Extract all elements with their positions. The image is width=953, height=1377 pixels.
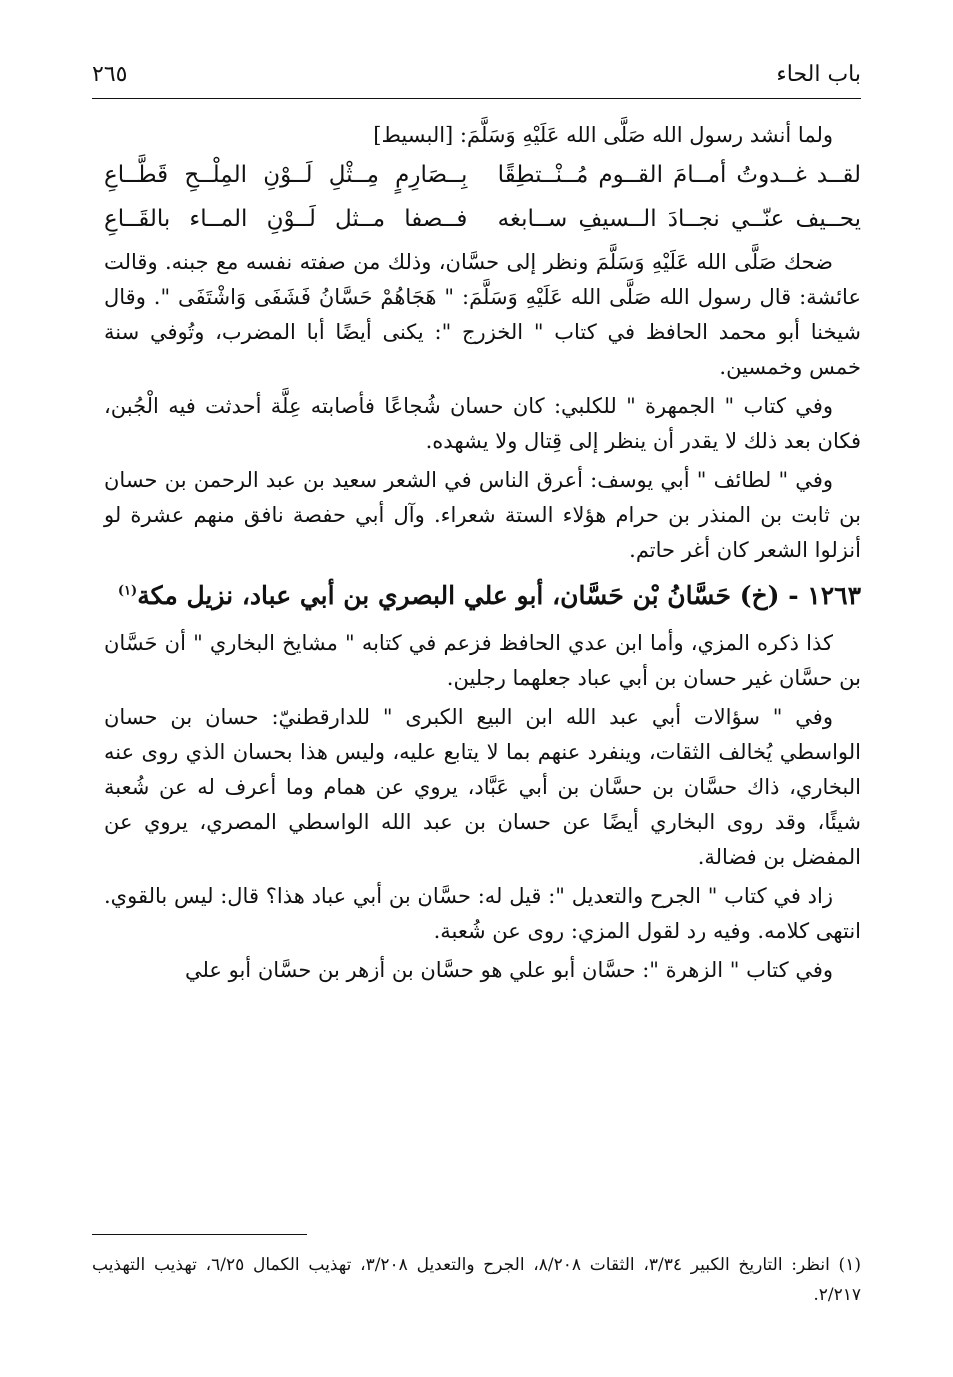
paragraph: ضحك صَلَّى الله عَلَيْهِ وَسَلَّمَ ونظر إلى حسَّان، وذلك من صفته نفسه مع جبنه. وقالت عائشة: قال رسول الله صَلَّى الله عَلَيْهِ وَسَلَّمَ: " هَجَاهُمْ حَسَّانُ فَشَفَى وَاشْتَفَى ". وقال شيخنا أبو محمد الحافظ في كتاب " الخزرج ": يكنى أيضًا أبا المضرب، وتُوفي سنة خمس وخمسين. — [104, 250, 861, 379]
page-number: ٢٦٥ — [92, 62, 128, 87]
footnote-reference: (١) — [117, 583, 138, 599]
paragraph: وفي كتاب " الزهرة ": حسَّان أبو علي هو حسَّان بن أزهر بن حسَّان أبو علي — [184, 958, 833, 982]
entry-heading — [104, 574, 861, 618]
paragraph: وفي كتاب " الجمهرة " للكلبي: كان حسان شُجاعًا فأصابته عِلَّة أحدثت فيه الْجُبن، فكان بعد ذلك لا يقدر أن ينظر إلى قِتال ولا يشهده. — [104, 394, 861, 453]
verse-1-second-hemistich: بِــصَارِمٍ مِــثْلِ لَــوْنِ المِلْــحِ قَطَّــاعِ — [104, 162, 468, 188]
paragraph: كذا ذكره المزي، وأما ابن عدي الحافظ فزعم في كتابه " مشايخ البخاري " أن حَسَّان بن حسَّان غير حسان بن أبي عباد جعلهما رجلين. — [104, 631, 861, 690]
verse-1-first-hemistich: لقــد غــدوتُ أمــامَ القــوم مُــنْــتطِقًا — [497, 162, 861, 188]
paragraph: زاد في كتاب " الجرح والتعديل ": قيل له: حسَّان بن أبي عباد هذا؟ قال: ليس بالقوي. انتهى كلامه. وفيه رد لقول المزي: روى عن شُعبة. — [104, 884, 861, 943]
paragraph: وفي " سؤالات أبي عبد الله ابن البيع الكبرى " للدارقطنيّ: حسان بن حسان الواسطي يُخالف الثقات، وينفرد عنهم بما لا يتابع عليه، وليس هذا بحسان الذي روى عنه البخاري، ذاك حسَّان بن حسَّان بن أبي عَبَّاد، يروي عن همام وما أعرف له عن شُعبة شيئًا، وقد روى البخاري أيضًا عن حسان بن عبد الله الواسطي المصري، يروي عن المفضل بن فضالة. — [104, 705, 861, 869]
verse-2-first-hemistich: يحــيف عنّــي نجــادَ الــسيفِ ســابغه — [497, 206, 861, 232]
chapter-title: باب الحاء — [776, 62, 861, 87]
footnote-divider — [92, 1234, 307, 1235]
verse-2-second-hemistich: فــصفا مــثل لَــوْنِ المــاء بالقَــاعِ — [104, 206, 468, 232]
page-body — [104, 118, 861, 988]
poem-verse-2 — [104, 197, 861, 241]
poem-intro: ولما أنشد رسول الله صَلَّى الله عَلَيْهِ وَسَلَّمَ: [البسيط] — [373, 123, 833, 147]
paragraph: وفي " لطائف " أبي يوسف: أعرق الناس في الشعر سعيد بن عبد الرحمن بن حسان بن ثابت بن المنذر بن حرام هؤلاء الستة شعراء. وآل أبي حفصة نافق منهم عشرة لو أنزلوا الشعر كان أغر حاتم. — [104, 468, 861, 562]
entry-heading-text: ١٢٦٣ - (خ) حَسَّانُ بْن حَسَّان، أبو علي البصري بن أبي عباد، نزيل مكة — [137, 581, 861, 610]
page-header — [92, 62, 861, 99]
poem-verse-1 — [104, 153, 861, 197]
footnote: (١) انظر: التاريخ الكبير ٣/٣٤، الثقات ٨/٢٠٨، الجرح والتعديل ٣/٢٠٨، تهذيب الكمال ٦/٢٥، تهذيب التهذيب ٢/٢١٧. — [92, 1255, 861, 1305]
